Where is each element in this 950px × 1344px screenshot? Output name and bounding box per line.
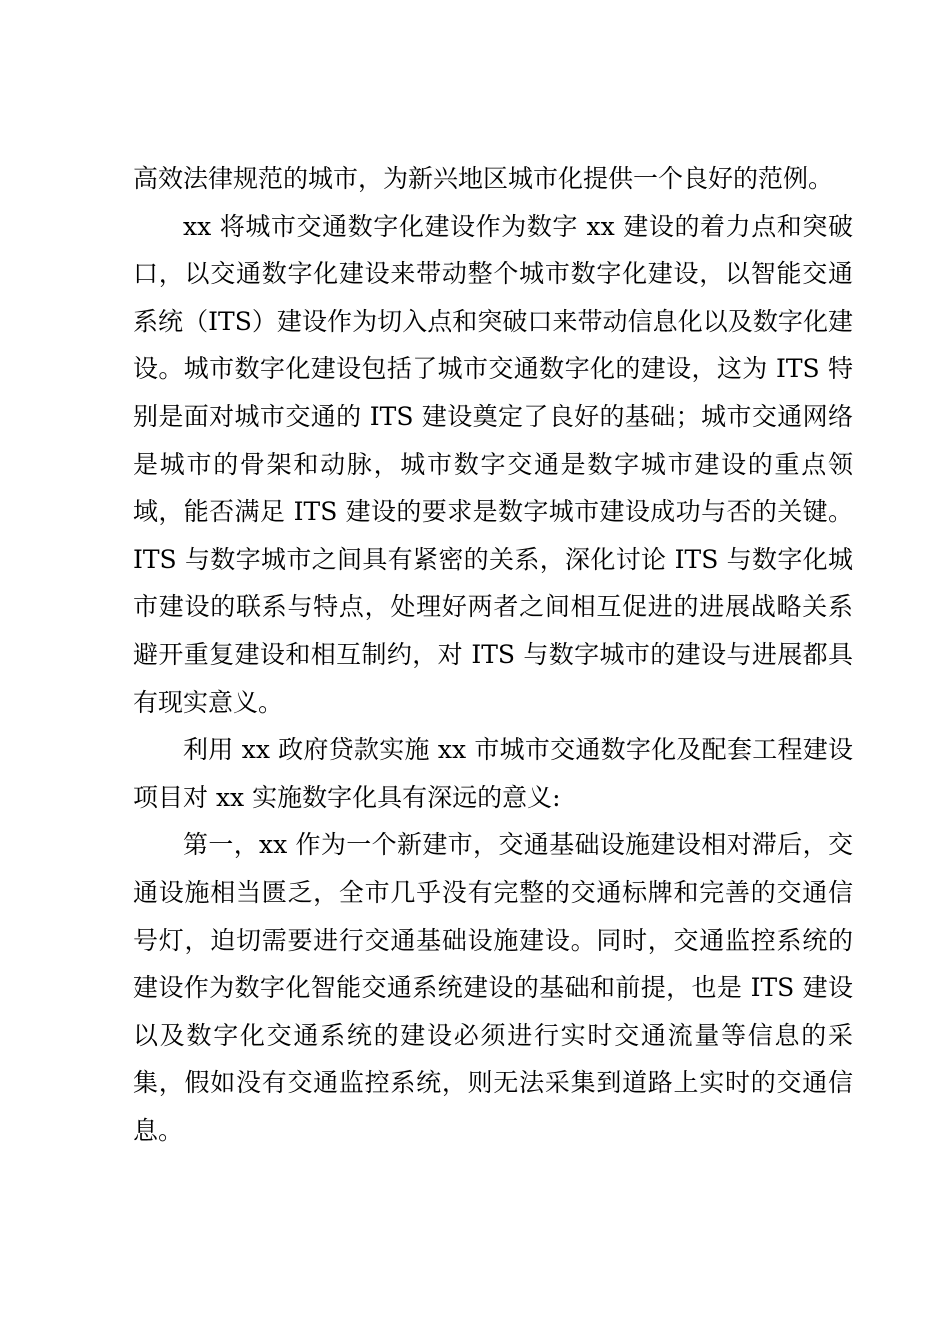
paragraph-1: 高效法律规范的城市，为新兴地区城市化提供一个良好的范例。 xyxy=(133,164,834,193)
document-body xyxy=(133,155,853,1154)
paragraph-2: xx 将城市交通数字化建设作为数字 xx 建设的着力点和突破口，以交通数字化建设来带动整个城市数字化建设，以智能交通系统（ITS）建设作为切入点和突破口来带动信息化以及数字化建设。城市数字化建设包括了城市交通数字化的建设，这为 ITS 特别是面对城市交通的 ITS 建设奠定了良好的基础；城市交通网络是城市的骨架和动脉，城市数字交通是数字城市建设的重点领域，能否满足 ITS 建设的要求是数字城市建设成功与否的关键。ITS 与数字城市之间具有紧密的关系，深化讨论 ITS 与数字化城市建设的联系与特点，处理好两者之间相互促进的进展战略关系避开重复建设和相互制约，对 ITS 与数字城市的建设与进展都具有现实意义。 xyxy=(133,211,853,717)
paragraph-3: 利用 xx 政府贷款实施 xx 市城市交通数字化及配套工程建设项目对 xx 实施数字化具有深远的意义: xyxy=(133,735,853,812)
paragraph-4: 第一，xx 作为一个新建市，交通基础设施建设相对滞后，交通设施相当匮乏，全市几乎没有完整的交通标牌和完善的交通信号灯，迫切需要进行交通基础设施建设。同时，交通监控系统的建设作为数字化智能交通系统建设的基础和前提，也是 ITS 建设以及数字化交通系统的建设必须进行实时交通流量等信息的采集，假如没有交通监控系统，则无法采集到道路上实时的交通信息。 xyxy=(133,830,853,1145)
